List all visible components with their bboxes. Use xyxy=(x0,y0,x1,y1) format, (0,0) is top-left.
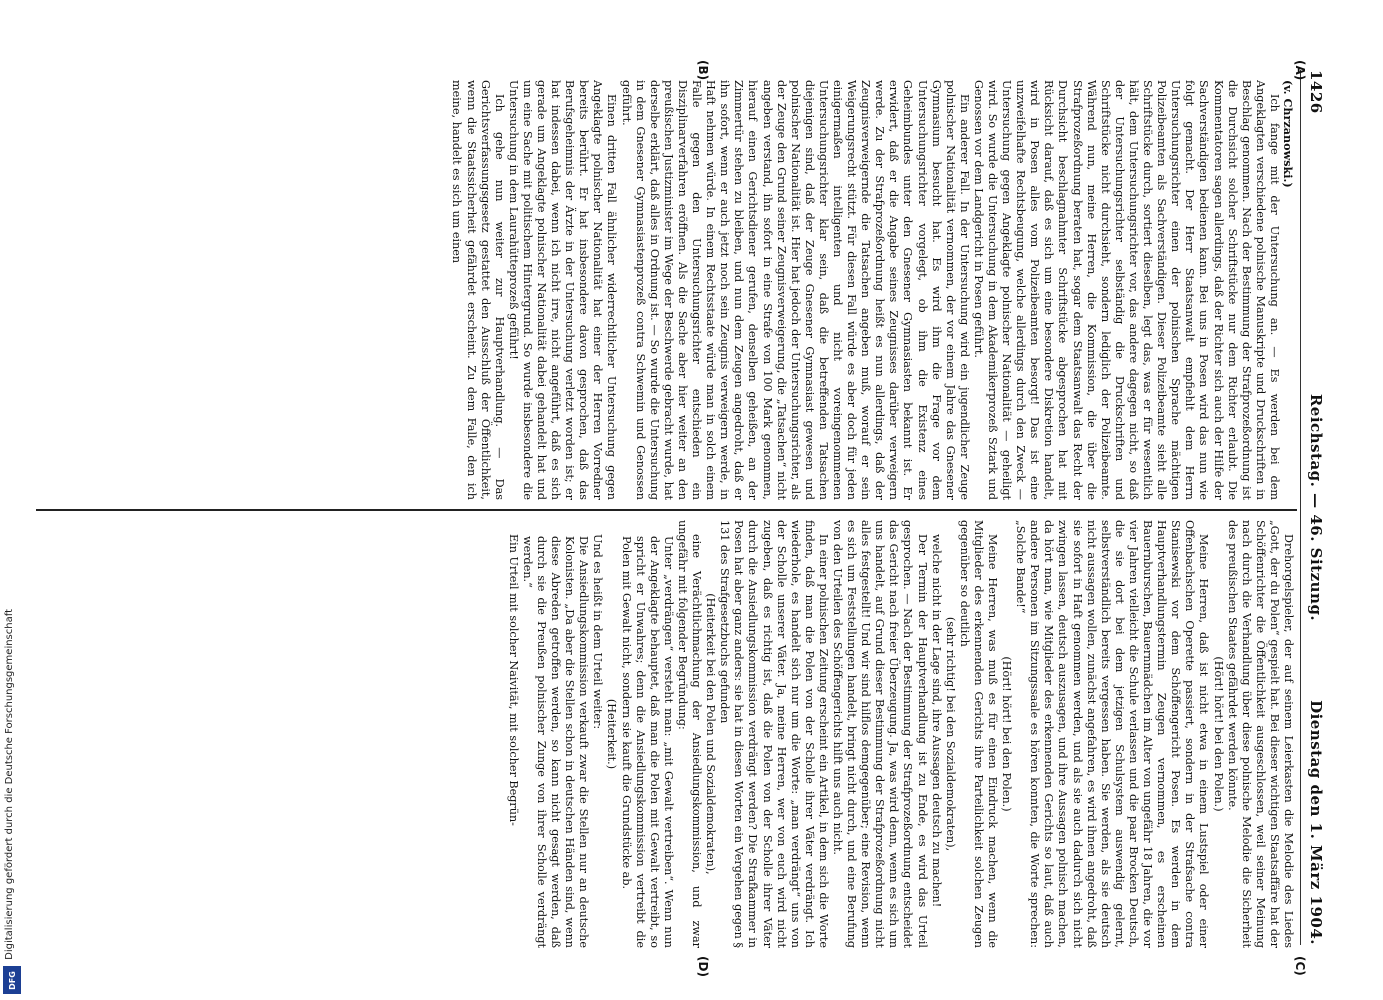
dfg-logo-text: DFG xyxy=(7,970,17,990)
left-paragraph: Ich gehe nun weiter zur Hauptverhandlung. — Das Gerichtsverfassungsgesetz gestattet den Ausschluß der Öffentlichkeit, wenn die Staatssicherheit gefährdet erscheint. Zu dem Falle, den ich meine, handelt es sich um einen xyxy=(450,80,506,500)
interjection: (Heiterkeit.) xyxy=(605,698,619,770)
right-paragraph: Drehorgelspieler, der auf seinem Leierkasten die Melodie des Liedes „Gott, der du Polen“ gespielt hat. Bei dieser wichtigen Staatsaffäre hat der Schöffenrichter die Öffentlichkeit ausgeschlossen, weil seiner Meinung nach durch die Verhandlung über diese polnische Melodie die Sicherheit des preußischen Staates gefährdet werden könnte. xyxy=(1225,520,1295,948)
session-date: Dienstag den 1. März 1904. xyxy=(1307,700,1325,945)
margin-mark-b: (B) xyxy=(696,60,710,81)
column-divider xyxy=(36,509,1297,511)
left-paragraph: Einen dritten Fall ähnlicher widerrechtlicher Untersuchung gegen Angeklagte polnischer Nationalität hat einer der Herren Vorredner bereits berührt. Er hat insbesondere davon gesprochen, daß das Berufsgeheimnis der Ärzte in der Untersuchung verletzt worden ist; er hat indessen dabei, wenn ich nicht irre, nicht angeführt, daß es sich gerade um Angeklagte polnischer Nationalität dabei gehandelt hat und um eine Sache mit politischem Hintergrund. So wurde insbesondere die Untersuchung in dem Laurahütteprozeß geführt! xyxy=(506,80,619,500)
header-rule xyxy=(1300,70,1301,945)
left-paragraph: Ich fange mit der Untersuchung an. — Es werden bei dem Angeklagten verschiedene polnische Manuskripte und Druckschriften in Beschlag genommen. Nach der Bestimmung der Strafprozeßordnung ist die Durchsicht solcher Schriftstücke nur dem Richter erlaubt. Die Kommentatoren sagen allerdings, daß der Richter sich auch der Hilfe der Sachverständigen bedienen kann. Bei uns in Posen wird das nun wie folgt gemacht. Der Herr Staatsanwalt empfiehlt dem Herrn Untersuchungsrichter einen der polnischen Sprache mächtigen Polizeibeamten als Sachverständigen. Dieser Polizeibeamte sieht alle Schriftstücke durch, sortiert dieselben, legt das, was er für wesentlich hält, dem Untersuchungsrichter vor, das andere dagegen nicht, so daß der Untersuchungsrichter selbständig die Druckschriften und Schriftstücke nicht durchsieht, sondern lediglich der Polizeibeamte. Während nun, meine Herren, die Kommission, die über die Strafprozeßordnung beraten hat, sogar dem Staatsanwalt das Recht der Durchsicht beschlagnahmter Schriftstücke abgesprochen hat mit Rücksicht darauf, daß es sich um eine besondere Diskretion handelt, wird in Posen alles vom Polizeibeamten besorgt! Das ist eine unzweifelhafte Rechtsbeugung, welche allerdings durch den Zweck — Untersuchung gegen Angeklagte polnischer Nationalität — geheiligt wird. So wurde die Untersuchung in dem Akademikerprozeß Sztark und Genossen vor dem Landgericht in Posen geführt. xyxy=(971,80,1281,500)
right-paragraph: In einer polnischen Zeitung erscheint ein Artikel, in dem sich die Worte finden, daß man die Polen von der Scholle ihrer Väter verdrängt. Ich wiederhole, es handelt sich nur um die Worte: „man verdrängt“ uns von der Scholle unserer Väter. Ja, meine Herren, wer von euch wird nicht zugeben, daß es richtig ist, daß die Polen von der Scholle ihrer Väter durch die Ansiedlungskommission verdrängt werden? Die Strafkammer in Posen hat aber ganz anders: sie hat in diesen Worten ein Vergehen gegen § 131 des Strafgesetzbuchs gefunden xyxy=(718,520,830,948)
margin-mark-d: (D) xyxy=(696,956,710,977)
left-paragraph: Ein anderer Fall. In der Untersuchung wird ein jugendlicher Zeuge polnischer Nationalität vernommen, der vor einem Jahre das Gnesener Gymnasium besucht hat. Es wird ihm die Frage vor dem Untersuchungsrichter vorgelegt, ob ihm die Existenz eines Geheimbundes unter den Gnesener Gymnasiasten bekannt ist. Er erwidert, daß er die Angabe seines Zeugnisses darüber verweigern werde. Zu der Strafprozeßordnung heißt es nun allerdings, daß der Zeugnisverweigernde die Tatsachen angeben muß, worauf er sein Weigerungsrecht stützt. Für diesen Fall würde es aber doch für jeden einigermaßen intelligenten und nicht voreingenommenen Untersuchungsrichter klar sein, daß die betreffenden Tatsachen diejenigen sind, daß der Zeuge Gnesener Gymnasiast gewesen und polnischer Nationalität ist. Hier hat jedoch der Untersuchungsrichter, als der Zeuge den Grund seiner Zeugnisverweigerung, die „Tatsachen“ nicht angeben verstand, ihn sofort in eine Strafe von 100 Mark genommen, hierauf einen Gerichtsdiener gerufen, denselben geheißen, an der Zimmertür stehen zu bleiben, und nun dem Zeugen angedroht, daß er ihn sofort, wenn er auch jetzt noch sein Zeugnis verweigern werde, in Haft nehmen würde. In einem Rechtsstaate würde man in solch einem Falle gegen den Untersuchungsrichter entschieden ein Disziplinarverfahren eröffnen. Als die Sache aber hier weiter an den preußischen Justizminister im Wege der Beschwerde gebracht wurde, hat derselbe erklärt, daß alles in Ordnung ist. — So wurde die Untersuchung in dem Gnesener Gymnasiastenprozeß contra Schwemin und Genossen geführt. xyxy=(619,80,971,500)
margin-mark-a: (A) xyxy=(1293,60,1307,81)
left-column xyxy=(36,80,1295,500)
right-paragraph: eine Verächtlichmachung der Ansiedlungskommission, und zwar ungefähr mit folgender Begründung: xyxy=(675,520,704,948)
right-paragraph: Und es heißt in dem Urteil weiter: xyxy=(591,534,605,730)
right-paragraph: Ein Urteil mit solcher Naivität, mit solcher Begrün- xyxy=(506,534,520,826)
right-paragraph: Meine Herren, daß ist nicht etwa in einem Lustspiel oder einer Offenbachschen Operette passiert, sondern in der Strafsache contra Stanisewski vor dem Schöffengericht Posen. Es werden in dem Hauptverhandlungstermin Zeugen vernommen, es erscheinen Bauernburschen, Bauernmädchen im Alter von ungefähr 18 Jahren, die vor vier Jahren vielleicht die Schule verlassen und die paar Brocken Deutsch, die sie dort bei dem jetzigen Schulsystem auswendig gelernt, selbstverständlich bereits vergessen haben. Sie werden, als sie deutsch nicht aussagen wollen, zunächst angefahren, es wird ihnen angedroht, daß sie sofort in Haft genommen werden, und als sie auch dadurch sich nicht zwingen lassen, deutsch auszusagen, und ihre Aussagen polnisch machen, da hört man, wie Mitglieder des erkennenden Gerichts so laut, daß auch andere Personen im Sitzungssaale es hören konnten, die Worte sprechen: „Solche Bande!“ xyxy=(1014,520,1211,948)
interjection: (Hört! hört! bei den Polen.) xyxy=(1211,656,1225,812)
page-number: 1426 xyxy=(1307,70,1325,114)
margin-mark-c: (C) xyxy=(1293,956,1307,976)
page-header xyxy=(1303,70,1325,945)
footer-strip xyxy=(0,0,24,1000)
interjection: (Hört! hört! bei den Polen.) xyxy=(1000,656,1014,812)
right-column xyxy=(36,520,1295,948)
quoted-passage: Die Ansiedlungskommission verkauft zwar die Stellen nur an deutsche Kolonisten. „Da aber die Stellen schon in deutschen Händen sind, wenn diese Abreden getroffen werden, so kann nicht gesagt werden, daß durch sie die Preußen polnischer Zunge von ihrer Scholle verdrängt werden.“ xyxy=(520,536,591,948)
right-paragraph: Der Termin der Hauptverhandlung ist zu Ende, es wird das Urteil gesprochen. — Nach der Bestimmung der Strafprozeßordnung entscheidet das Gericht nach freier Überzeugung. Ja, was wird denn, wenn es sich um uns handelt, auf Grund dieser Bestimmung der Strafprozeßordnung nicht alles festgestellt! Und wir sind hilflos demgegenüber; eine Revision, wenn es sich um Feststellungen handelt, bringt nicht durch, und eine Berufung von den Urteilen des Schöffengerichts hilft uns auch nicht. xyxy=(831,520,929,948)
funding-note: Digitalisierung gefördert durch die Deutsche Forschungsgemeinschaft xyxy=(4,609,15,960)
interjection: (sehr richtig! bei den Sozialdemokraten), xyxy=(943,616,957,852)
right-paragraph: welche nicht in der Lage sind, ihre Aussagen deutsch zu machen! xyxy=(929,534,943,908)
interjection: (Heiterkeit bei den Polen und Sozialdemokraten), xyxy=(704,593,718,875)
speaker-name: (v. Chrzanowski.) xyxy=(1281,80,1295,188)
quoted-passage: Unter „verdrängen“ versteht man: „mit Gewalt vertreiben“. Wenn nun der Angeklagte behauptet, daß man die Polen mit Gewalt vertreibt, so spricht er Unwahres; denn die Ansiedlungskommission vertreibt die Polen mit Gewalt nicht, sondern sie kauft die Grundstücke ab. xyxy=(619,536,675,948)
session-title: Reichstag. — 46. Sitzung. xyxy=(1307,393,1325,622)
right-paragraph: Meine Herren, was muß es für einen Eindruck machen, wenn die Mitglieder des erkennenden Gerichts ihre Parteilichkeit solchen Zeugen gegenüber so deutlich xyxy=(957,520,1000,948)
dfg-logo xyxy=(3,966,21,994)
